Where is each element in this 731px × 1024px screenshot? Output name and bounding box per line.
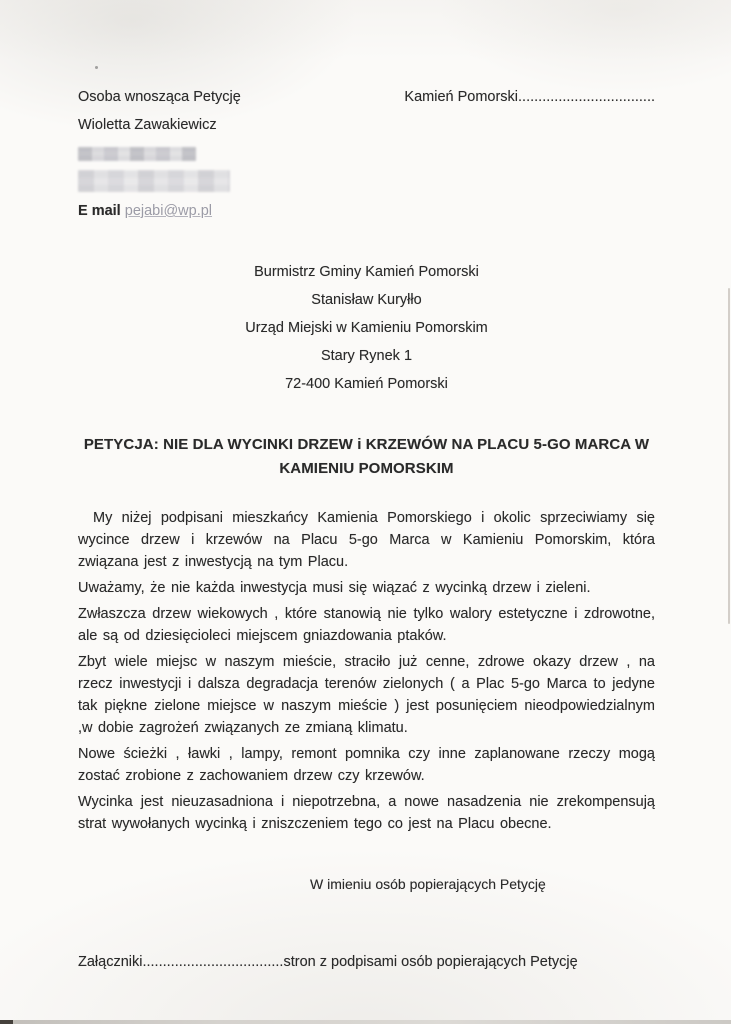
sender-label: Osoba wnosząca Petycję xyxy=(78,89,241,105)
sender-email-line xyxy=(78,202,655,221)
recipient-block xyxy=(78,263,655,393)
scan-edge-bottom xyxy=(0,1020,731,1024)
paragraph-3: Zwłaszcza drzew wiekowych , które stanowią nie tylko walory estetyczne i zdrowotne, ale są od dziesięcioleci miejscem gniazdowania ptaków. xyxy=(78,606,655,644)
petition-body xyxy=(78,507,655,835)
recipient-street-line: Stary Rynek 1 xyxy=(320,348,413,364)
recipient-office-line: Urząd Miejski w Kamieniu Pomorskim xyxy=(245,320,488,336)
attachments-line: Załączniki...................................stron z podpisami osób popierających Petycję xyxy=(78,954,578,970)
closing-line: W imieniu osób popierających Petycję xyxy=(310,876,546,892)
paragraph-2: Uważamy, że nie każda inwestycja musi się wiązać z wycinką drzew i zieleni. xyxy=(78,580,591,596)
email-label: E mail xyxy=(78,203,125,219)
recipient-person-line: Stanisław Kuryłło xyxy=(311,292,422,308)
recipient-name-line: Burmistrz Gminy Kamień Pomorski xyxy=(254,264,479,280)
email-link[interactable]: pejabi@wp.pl xyxy=(124,203,213,219)
redacted-address-line-2 xyxy=(78,170,230,192)
paragraph-5: Nowe ścieżki , ławki , lampy, remont pomnika czy inne zaplanowane rzeczy mogą zostać zrobione z zachowaniem drzew czy krzewów. xyxy=(78,746,655,784)
recipient-city-line: 72-400 Kamień Pomorski xyxy=(285,376,448,392)
redacted-address-line-1 xyxy=(78,147,196,161)
header-row xyxy=(78,0,655,107)
place-date-line: Kamień Pomorski.................................. xyxy=(404,89,655,105)
scan-edge-right xyxy=(728,288,730,624)
sender-name: Wioletta Zawakiewicz xyxy=(78,117,217,133)
paragraph-4: Zbyt wiele miejsc w naszym mieście, straciło już cenne, zdrowe okazy drzew , na rzecz inwestycji i dalsza degradacja terenów zielonych ( a Plac 5-go Marca to jedyne tak piękne zielone miejsce w naszym mieście ) jest posunięciem nieodpowiedzialnym ,w dobie zagrożeń związanych ze zmianą klimatu. xyxy=(78,654,655,736)
petition-title: PETYCJA: NIE DLA WYCINKI DRZEW i KRZEWÓW NA PLACU 5-GO MARCA W KAMIENIU POMORSKIM xyxy=(83,436,650,477)
scan-speck xyxy=(95,66,98,69)
paragraph-6: Wycinka jest nieuzasadniona i niepotrzebna, a nowe nasadzenia nie zrekompensują strat wywołanych wycinką i zniszczeniem tego co jest na Placu obecne. xyxy=(78,794,655,832)
paragraph-1: My niżej podpisani mieszkańcy Kamienia Pomorskiego i okolic sprzeciwiamy się wycince drzew i krzewów na Placu 5-go Marca w Kamieniu Pomorskim, która związana jest z inwestycją na tym Placu. xyxy=(78,510,655,570)
